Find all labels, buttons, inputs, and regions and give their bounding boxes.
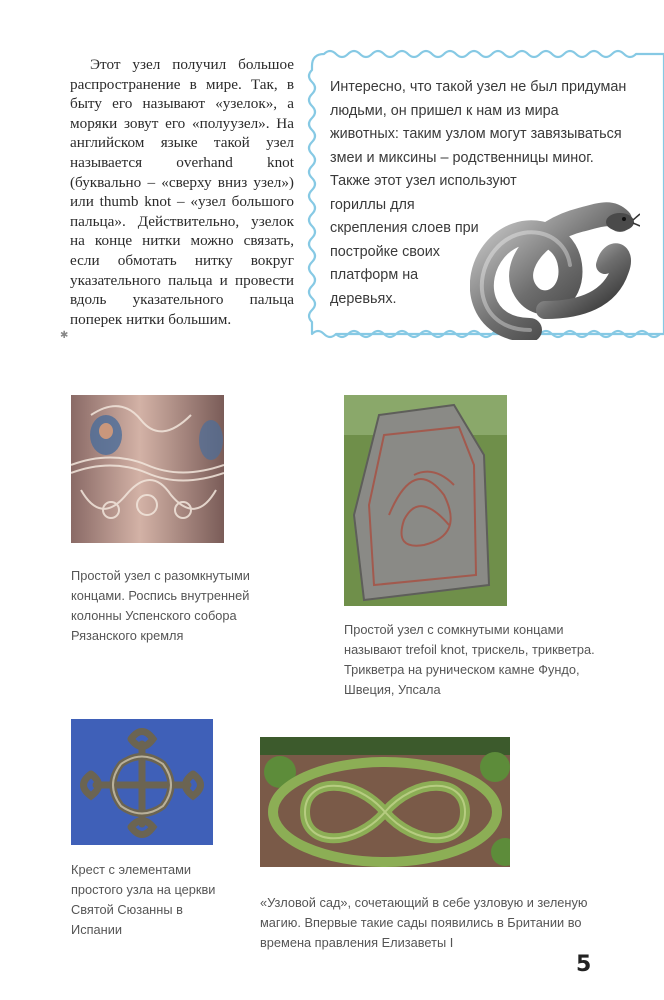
column-painting-image [71,395,224,543]
cross-image [71,719,213,845]
column-caption: Простой узел с разомкнутыми концами. Роспись внутренней колонны Успенского собора Рязанского кремля [71,568,250,643]
runestone-photo [344,395,507,606]
margin-mark: ✱ [60,330,69,341]
garden-caption: «Узловой сад», сочетающий в себе узловую и зеленую магию. Впервые такие сады появились в Британии во времена правления Елизаветы I [260,895,588,950]
callout-text-wide: Интересно, что такой узел не был придуман людьми, он пришел к нам из мира животных: таким узлом могут завязываться змеи и миксины – родственницы миног. Также этот узел используют [330,79,627,189]
column-photo [71,395,224,543]
knot-garden-image [260,737,510,867]
snake-knot-illustration [470,190,640,340]
runestone-image [344,395,507,606]
main-paragraph [70,55,294,329]
cross-photo [71,719,213,845]
page-number: 5 [576,952,592,977]
runestone-caption: Простой узел с сомкнутыми концами называют trefoil knot, трискель, трикветра. Трикветра на руническом камне Фундо, Швеция, Упсала [344,622,595,697]
callout-text-narrow: гориллы для скрепления слоев при постройке своих платформ на деревьях. [330,196,479,307]
cross-caption: Крест с элементами простого узла на церкви Святой Сюзанны в Испании [71,862,216,937]
garden-photo [260,737,510,867]
main-paragraph-text: Этот узел получил большое распространение в мире. Так, в быту его называют «узелок», а моряки зовут его «полуузел». На английском языке такой узел называется overhand knot (буквально – «сверху вниз узел») или thumb knot – «узел большого пальца». Действительно, узелок на конце нитки можно связать, если обмотать нитку вокруг указательного пальца и провести вдоль указательного пальца поперек нитки большим. [70,56,294,328]
